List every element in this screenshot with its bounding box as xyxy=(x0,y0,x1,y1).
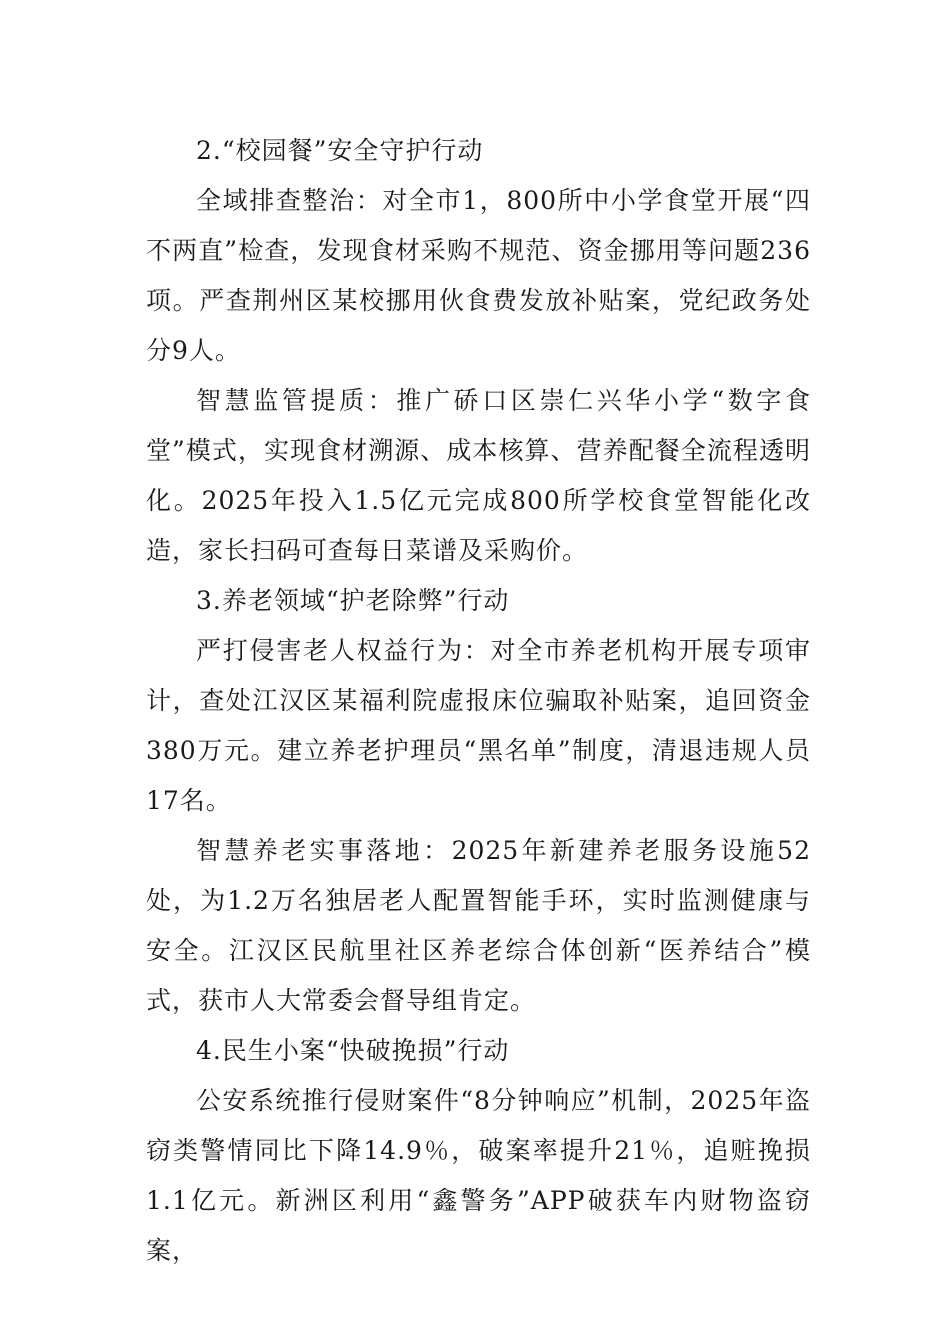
section-heading-minor-cases: 4.民生小案“快破挽损”行动 xyxy=(196,1036,510,1065)
document-body xyxy=(146,126,811,1276)
section-heading-elderly-care: 3.养老领域“护老除弊”行动 xyxy=(196,586,510,615)
paragraph-smart-canteen: 智慧监管提质：推广硚口区崇仁兴华小学“数字食堂”模式，实现食材溯源、成本核算、营养配餐全流程透明化。2025年投入1.5亿元完成800所学校食堂智能化改造，家长扫码可查每日菜谱及采购价。 xyxy=(146,386,811,565)
paragraph-school-inspection: 全域排查整治：对全市1，800所中小学食堂开展“四不两直”检查，发现食材采购不规范、资金挪用等问题236项。严查荆州区某校挪用伙食费发放补贴案，党纪政务处分9人。 xyxy=(146,186,811,365)
section-heading-school-meals: 2.“校园餐”安全守护行动 xyxy=(196,136,484,165)
paragraph-elderly-rights: 严打侵害老人权益行为：对全市养老机构开展专项审计，查处江汉区某福利院虚报床位骗取补贴案，追回资金380万元。建立养老护理员“黑名单”制度，清退违规人员17名。 xyxy=(146,636,811,815)
paragraph-police-response: 公安系统推行侵财案件“8分钟响应”机制，2025年盗窃类警情同比下降14.9％，破案率提升21％，追赃挽损1.1亿元。新洲区利用“鑫警务”APP破获车内财物盗窃案， xyxy=(146,1086,811,1265)
paragraph-smart-elderly-care: 智慧养老实事落地：2025年新建养老服务设施52处，为1.2万名独居老人配置智能手环，实时监测健康与安全。江汉区民航里社区养老综合体创新“医养结合”模式，获市人大常委会督导组肯定。 xyxy=(146,836,811,1015)
